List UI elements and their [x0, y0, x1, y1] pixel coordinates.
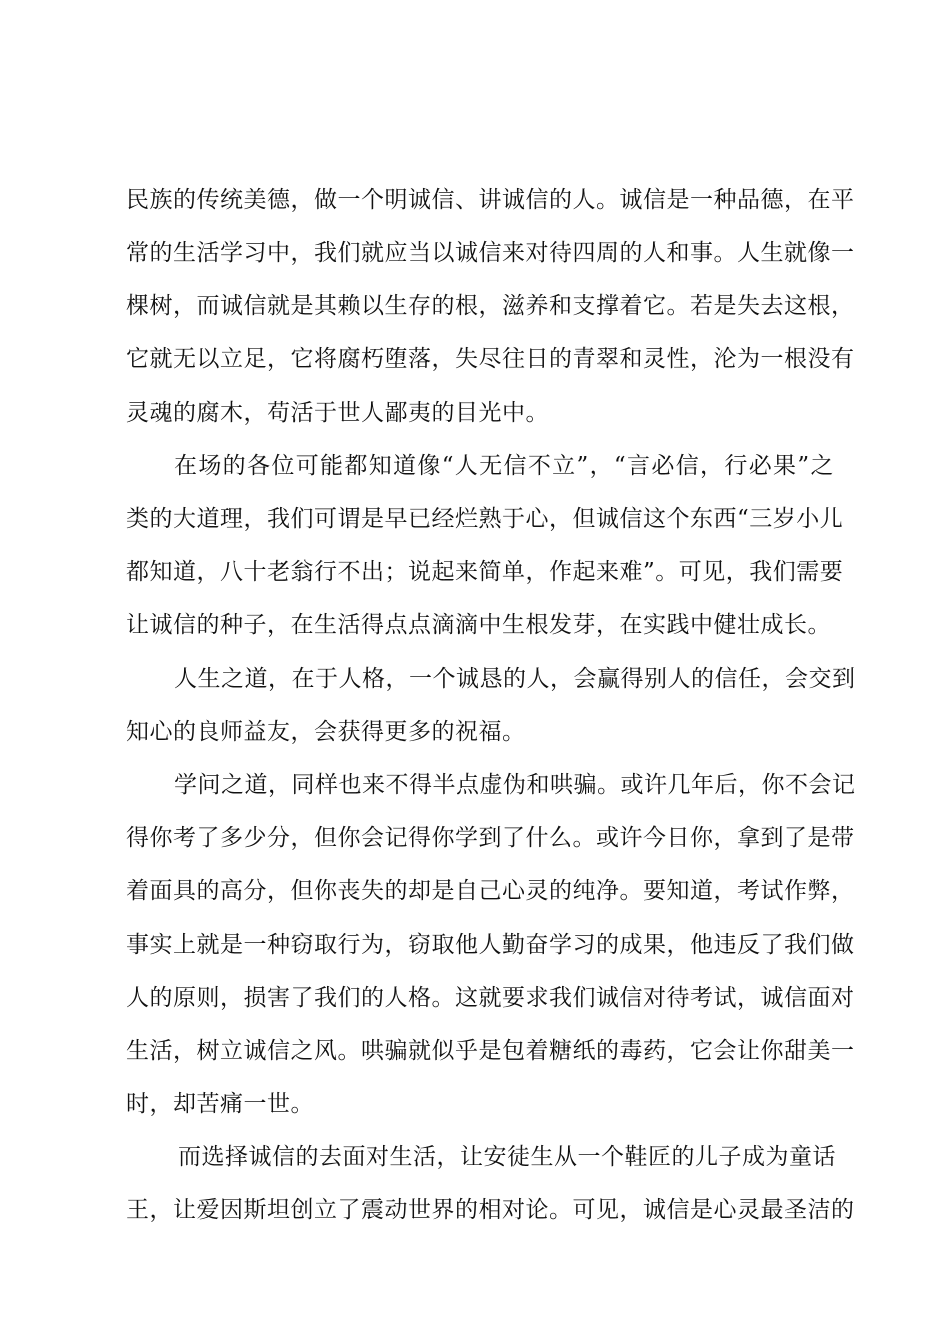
text-line: 常的生活学习中，我们就应当以诚信来对待四周的人和事。人生就像一	[126, 240, 855, 266]
paragraph-first-line: 而选择诚信的去面对生活，让安徒生从一个鞋匠的儿子成为童话	[178, 1144, 836, 1170]
text-line: 时，却苦痛一世。	[126, 1091, 314, 1117]
text-line: 王，让爱因斯坦创立了震动世界的相对论。可见，诚信是心灵最圣洁的	[126, 1197, 855, 1223]
paragraph-first-line: 在场的各位可能都知道像“人无信不立”，“言必信，行必果”之	[174, 453, 834, 479]
text-line: 民族的传统美德，做一个明诚信、讲诚信的人。诚信是一种品德，在平	[126, 187, 855, 213]
text-line: 灵魂的腐木，苟活于世人鄙夷的目光中。	[126, 400, 549, 426]
text-line: 事实上就是一种窃取行为，窃取他人勤奋学习的成果，他违反了我们做	[126, 932, 855, 958]
text-line: 生活，树立诚信之风。哄骗就似乎是包着糖纸的毒药，它会让你甜美一	[126, 1038, 855, 1064]
text-line: 得你考了多少分，但你会记得你学到了什么。或许今日你，拿到了是带	[126, 825, 855, 851]
paragraph-first-line: 学问之道，同样也来不得半点虚伪和哄骗。或许几年后，你不会记	[174, 772, 856, 798]
text-line: 知心的良师益友，会获得更多的祝福。	[126, 719, 526, 745]
paragraph-first-line: 人生之道，在于人格，一个诚恳的人，会赢得别人的信任，会交到	[174, 666, 856, 692]
text-line: 人的原则，损害了我们的人格。这就要求我们诚信对待考试，诚信面对	[126, 985, 855, 1011]
text-line: 它就无以立足，它将腐朽堕落，失尽往日的青翠和灵性，沦为一根没有	[126, 346, 855, 372]
text-line: 棵树，而诚信就是其赖以生存的根，滋养和支撑着它。若是失去这根，	[126, 293, 855, 319]
text-line: 着面具的高分，但你丧失的却是自己心灵的纯净。要知道，考试作弊，	[126, 878, 855, 904]
text-line: 都知道，八十老翁行不出；说起来简单，作起来难”。可见，我们需要	[126, 559, 844, 585]
text-line: 让诚信的种子，在生活得点点滴滴中生根发芽，在实践中健壮成长。	[126, 612, 831, 638]
text-line: 类的大道理，我们可谓是早已经烂熟于心，但诚信这个东西“三岁小儿	[126, 506, 844, 532]
